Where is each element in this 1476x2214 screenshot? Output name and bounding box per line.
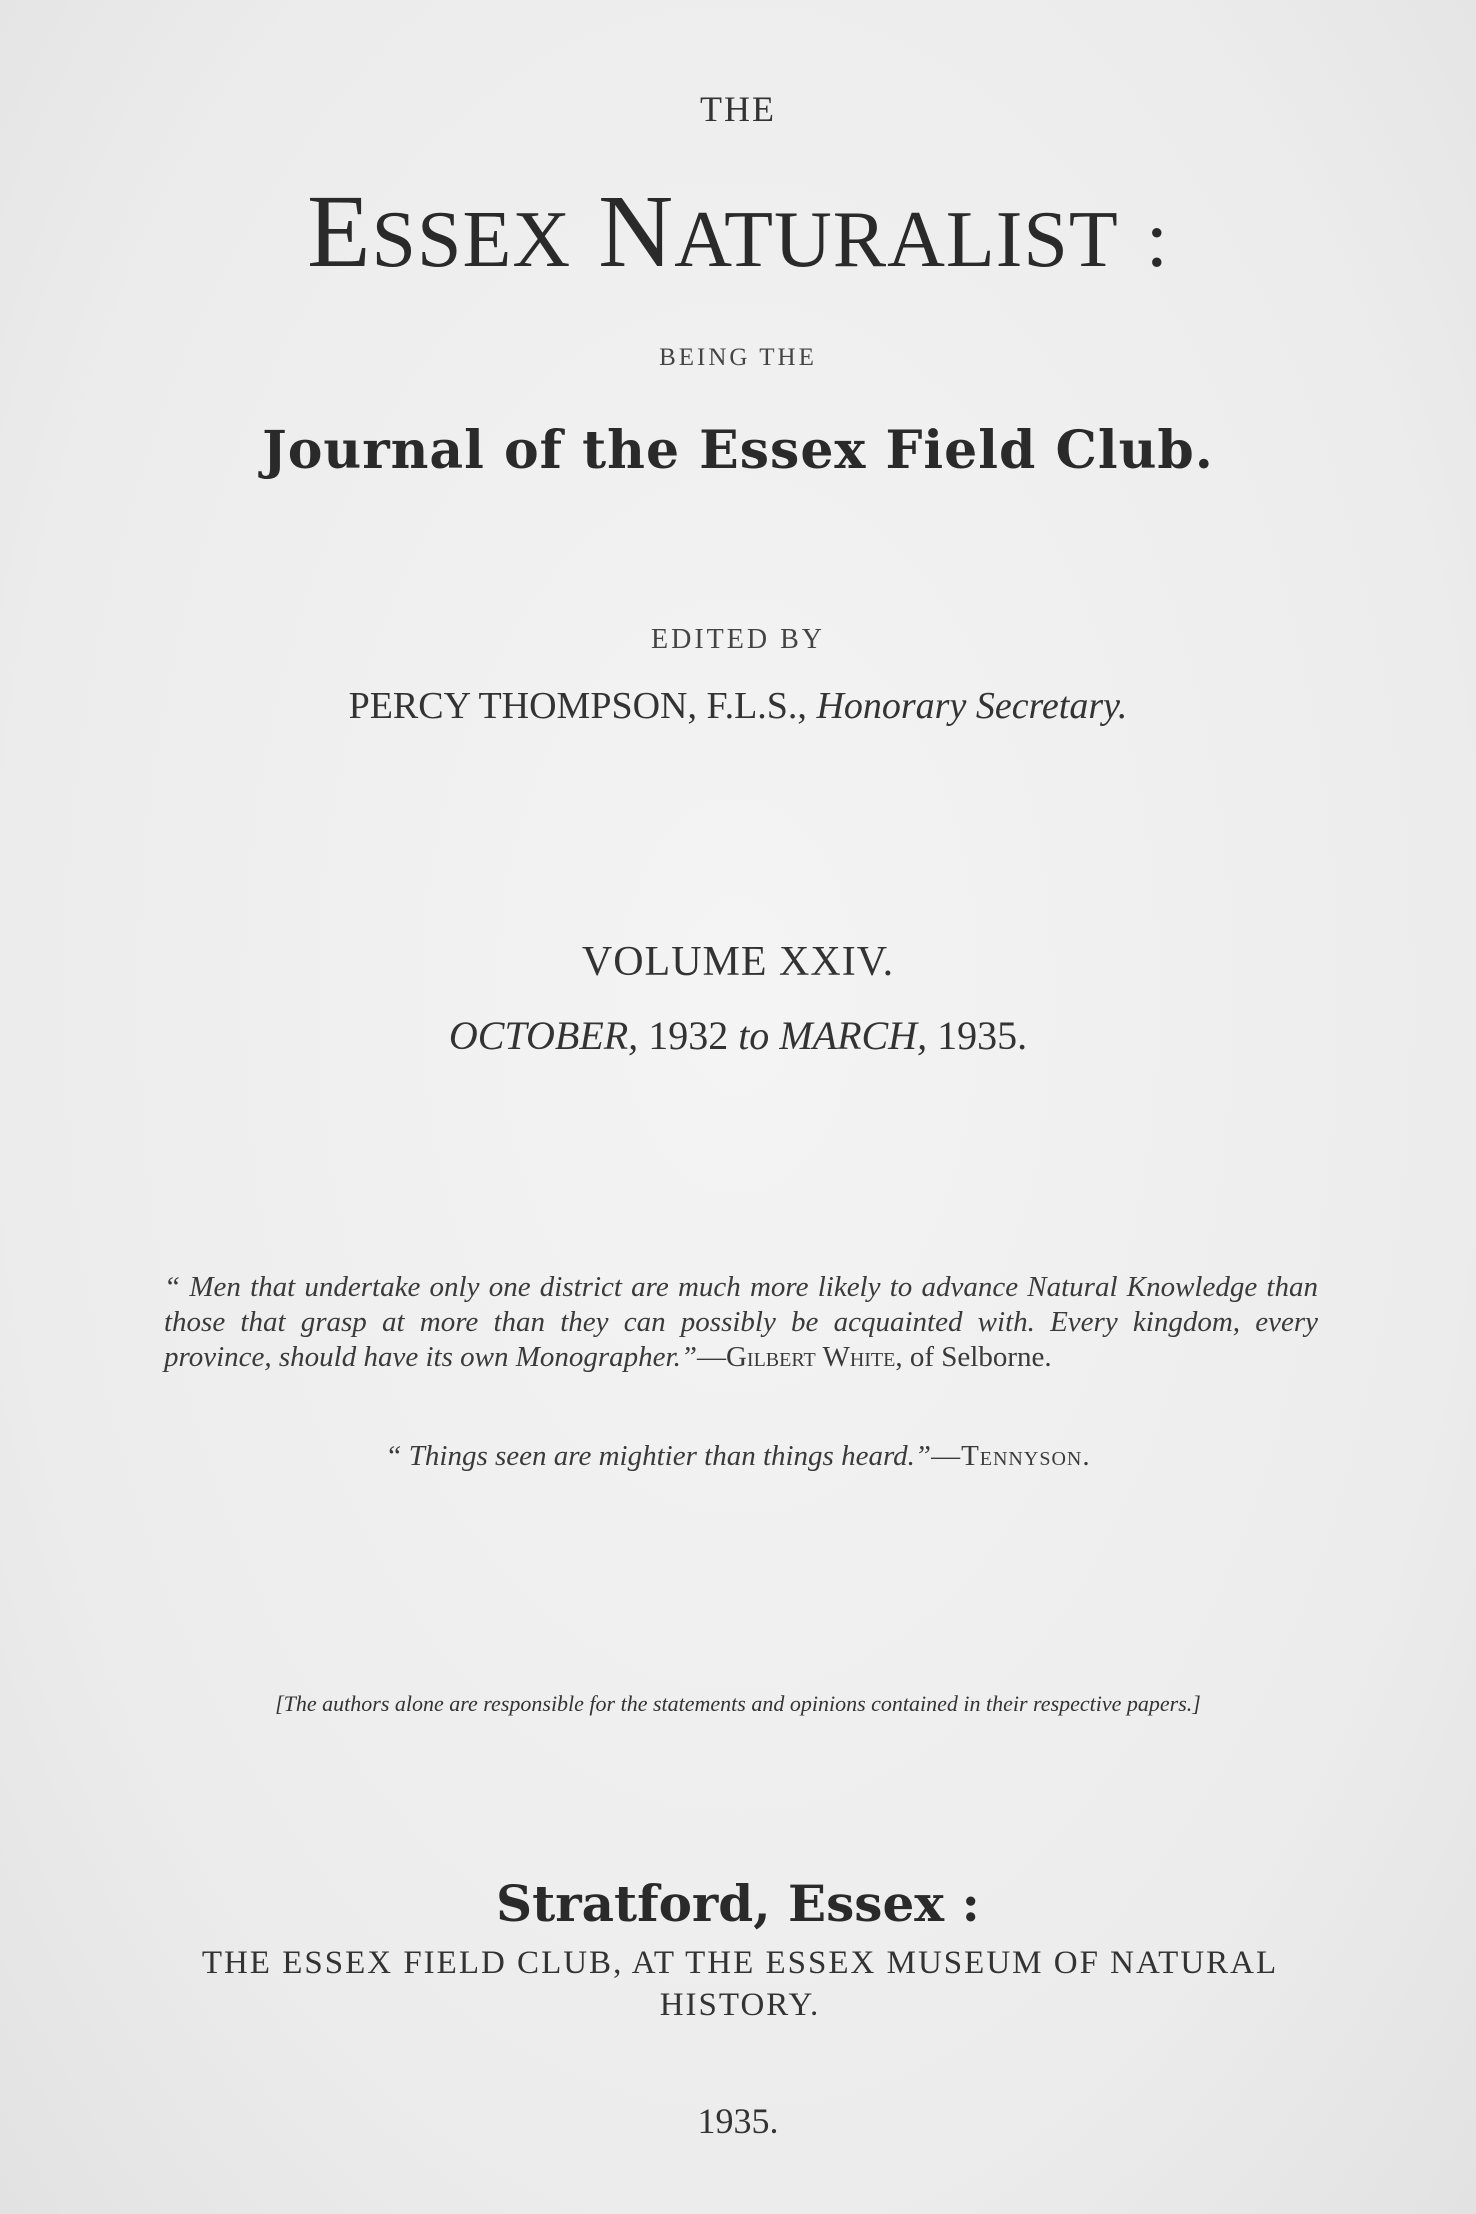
tennyson-quote-author: —Tennyson. <box>931 1440 1091 1472</box>
title-colon: : <box>1145 196 1170 284</box>
edited-by-label: EDITED BY <box>651 624 825 655</box>
journal-title <box>0 174 1476 289</box>
white-quote-author: —Gilbert White, <box>696 1341 903 1373</box>
white-quote-text: “ Men that undertake only one district are much more likely to advance Natural Knowledge than those that grasp at more than they can possibly be acquainted with. Every kingdom, every province, should have its own Monographer.” <box>164 1271 1318 1373</box>
disclaimer-note: [The authors alone are responsible for the statements and opinions contained in their respective papers.] <box>275 1691 1201 1716</box>
end-year: 1935. <box>937 1013 1028 1058</box>
editor-line <box>0 684 1476 728</box>
title-rest-1: SSEX <box>371 196 572 284</box>
start-year: 1932 <box>648 1013 729 1058</box>
white-quote-place: of Selborne. <box>902 1341 1052 1373</box>
gilbert-white-quote <box>164 1270 1318 1375</box>
title-initial-1: E <box>306 174 372 289</box>
to-word: to <box>738 1013 770 1058</box>
title-article: THE <box>700 89 776 129</box>
volume-dates <box>0 1012 1476 1059</box>
imprint-year: 1935. <box>697 2101 779 2141</box>
end-month: MARCH, <box>779 1013 928 1058</box>
start-month: OCTOBER, <box>448 1013 639 1058</box>
tennyson-quote <box>0 1440 1476 1473</box>
editor-name: PERCY THOMPSON, F.L.S., <box>348 685 807 727</box>
imprint-place: Stratford, Essex : <box>496 1874 980 1933</box>
title-initial-2: N <box>598 174 675 289</box>
volume-label: VOLUME XXIV. <box>581 939 895 985</box>
tennyson-quote-text: “ Things seen are mightier than things heard.” <box>385 1440 932 1472</box>
title-rest-2: ATURALIST <box>674 196 1119 284</box>
editor-role: Honorary Secretary. <box>816 685 1128 727</box>
journal-subtitle: Journal of the Essex Field Club. <box>262 420 1214 481</box>
being-the-label: BEING THE <box>659 344 817 371</box>
imprint-publisher: THE ESSEX FIELD CLUB, AT THE ESSEX MUSEUM OF NATURAL HISTORY. <box>201 1945 1279 2023</box>
